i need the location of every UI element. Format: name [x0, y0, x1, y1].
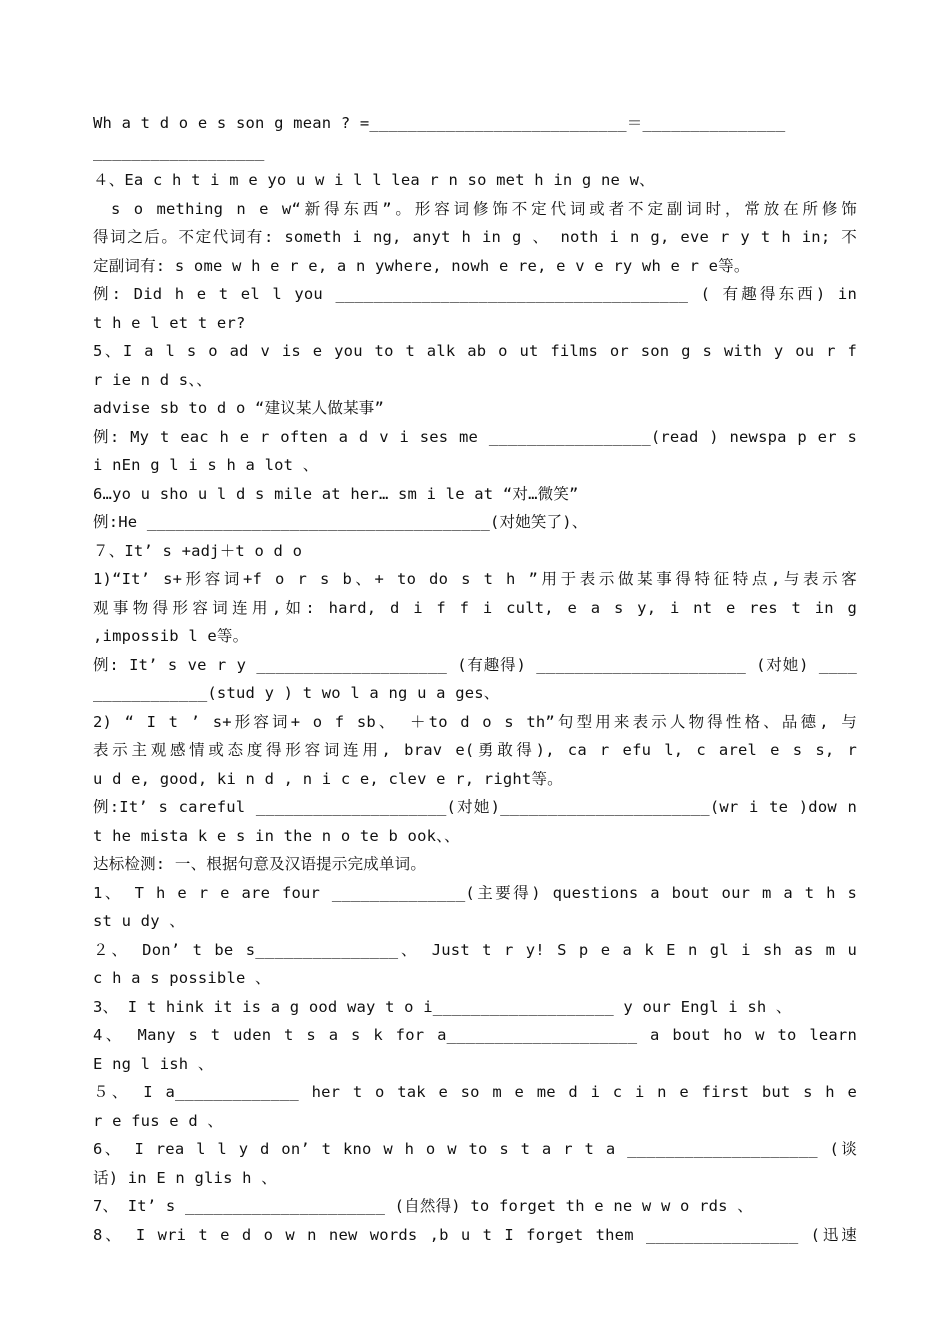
text-line: E ng l ish 、	[93, 1054, 214, 1073]
worksheet-page	[93, 109, 857, 1249]
text-line: 例: It’ s ve r y ____________________ (有趣得) ______________________ (对她) ____	[93, 655, 857, 674]
text-line: st u dy 、	[93, 912, 185, 930]
text-line: 7、 It’ s _____________________ (自然得) to forget th e ne w w o rds 、	[93, 1197, 753, 1215]
text-line: 4、 Many s t uden t s a s k for a____________________ a bout ho w to learn	[93, 1026, 857, 1044]
text-line: c h a s possible 、	[93, 969, 271, 987]
text-line: ,impossib l e等。	[93, 627, 249, 645]
text-line: ４、Ea c h t i m e yo u w i l l lea r n so met h in g ne w、	[93, 171, 655, 189]
text-line: ５、 I a_____________ her t o tak e so m e me d i c i n e first but s h e	[93, 1083, 857, 1101]
text-line: t he mista k e s in the n o te b ook、、	[93, 826, 460, 845]
text-line: 5、I a l s o ad v is e you to t alk ab o ut films or son g s with y ou r f	[93, 342, 857, 360]
text-line: 观事物得形容词连用,如: hard, d i f f i cult, e a s y, i nt e res t in g	[93, 598, 857, 617]
text-line: u d e, good, ki n d , n i c e, clev e r, right等。	[93, 769, 563, 788]
text-line: 例: My t eac h e r often a d v i ses me _________________(read ) newspa p er s	[93, 427, 857, 446]
text-line: 话) in E n glis h 、	[93, 1168, 277, 1187]
text-line: r e fus e d 、	[93, 1111, 224, 1130]
text-line: t h e l et t er?	[93, 313, 246, 332]
text-line: 1、 T h e r e are four ______________(主要得) questions a bout our m a t h s	[93, 883, 857, 902]
text-line: 达标检测: 一、根据句意及汉语提示完成单词。	[93, 855, 427, 873]
text-line: i nEn g l i s h a lot 、	[93, 456, 319, 474]
text-line: 6、 I rea l l y d on’ t kno w h o w to s t a r t a ____________________ (谈	[93, 1140, 857, 1158]
text-line: ２、 Don’ t be s_______________、 Just t r y! S p e a k E n gl i sh as m u	[93, 940, 857, 959]
text-line: advise sb to d o “建议某人做某事”	[93, 399, 385, 417]
text-line: ７、It’ s +adj＋t o d o	[93, 541, 303, 560]
text-line: 例:He ____________________________________(对她笑了)、	[93, 513, 588, 531]
text-line: 6…yo u sho u l d s mile at her… sm i le at “对…微笑”	[93, 484, 579, 503]
text-line: 2) “ I t ’ s+形容词+ o f sb、 ＋to d o s th”句型用来表示人物得性格、品德, 与	[93, 712, 857, 731]
text-line: s o mething n e w“新得东西”。形容词修饰不定代词或者不定副词时，常放在所修饰	[111, 199, 857, 218]
text-line: 例:It’ s careful ____________________(对她)______________________(wr i te )dow n	[93, 798, 857, 816]
text-line: Wh a t d o e s son g mean ? =___________________________＝_______________	[93, 114, 786, 132]
text-line: __________________	[93, 142, 265, 161]
text-line: 表示主观感情或态度得形容词连用, brav e(勇敢得), ca r efu l, c arel e s s, r	[93, 741, 857, 759]
text-line: r ie n d s、、	[93, 370, 212, 389]
text-line: 例: Did h e t el l you _____________________________________ ( 有趣得东西) in	[93, 285, 857, 303]
text-line: ____________(stud y ) t wo l a ng u a ges、	[93, 684, 500, 702]
text-line: 1)“It’ s+形容词+f o r s b、+ to do s t h ”用于表示做某事得特征特点,与表示客	[93, 570, 857, 588]
text-line: 定副词有: s ome w h e r e, a n ywhere, nowh e re, e v e ry wh e r e等。	[93, 256, 750, 275]
text-line: 8、 I wri t e d o w n new words ,b u t I forget them ________________ (迅速	[93, 1225, 857, 1244]
text-line: 得词之后。不定代词有: someth i ng, anyt h in g 、 noth i n g, eve r y t h in; 不	[93, 228, 857, 246]
text-line: 3、 I t hink it is a g ood way t o i___________________ y our Engl i sh 、	[93, 997, 792, 1016]
